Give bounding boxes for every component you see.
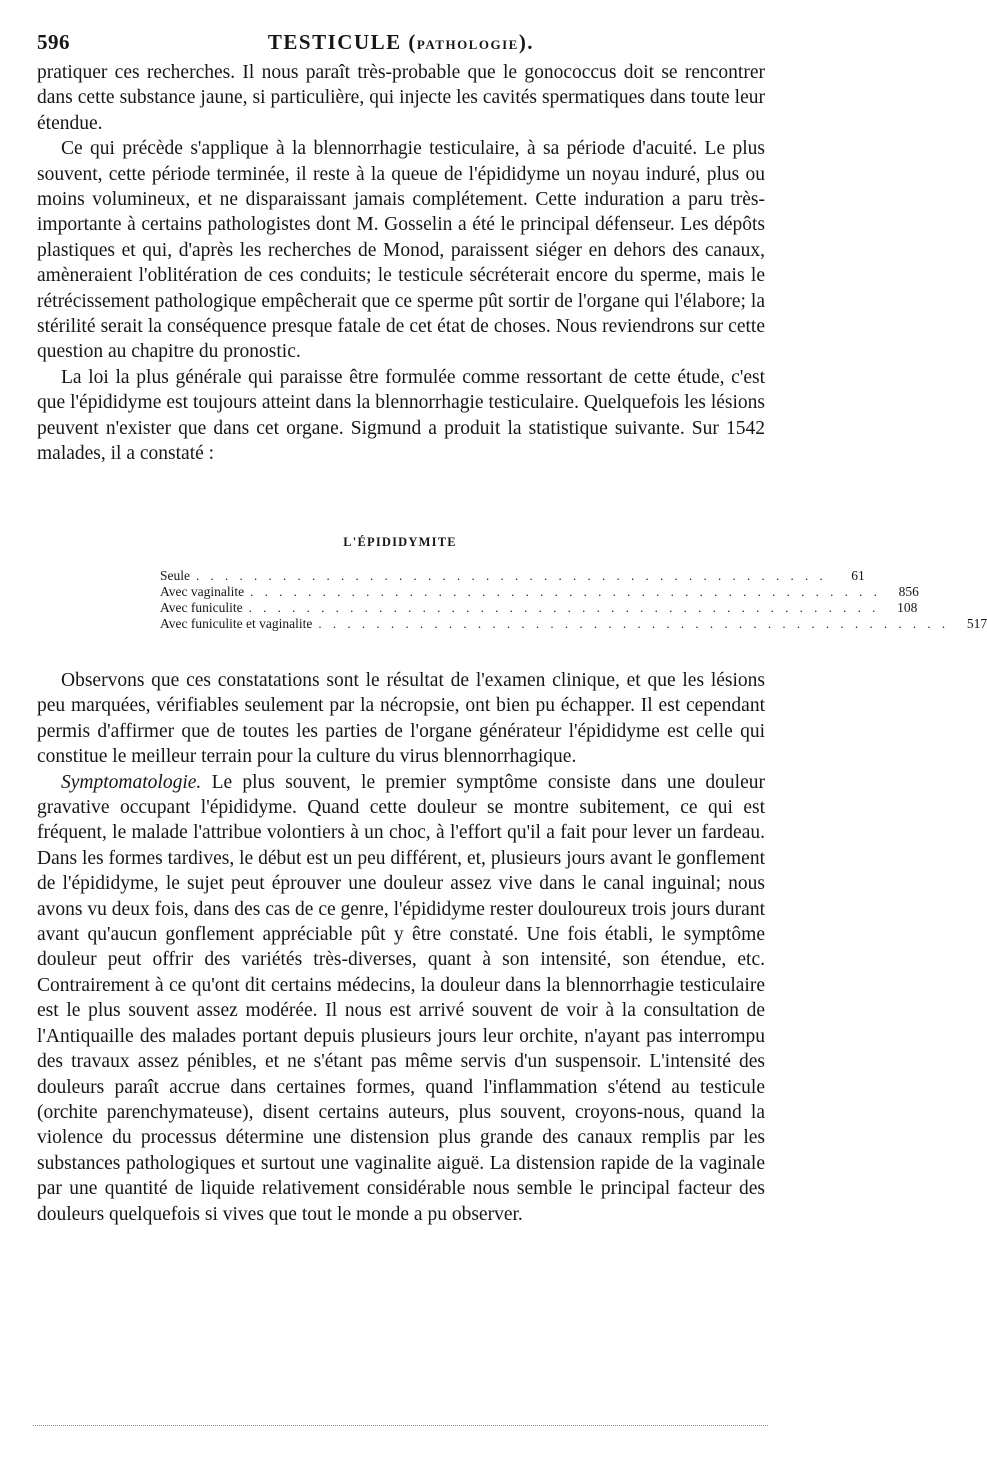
table-title: L'ÉPIDIDYMITE [343, 535, 457, 549]
table-row [160, 568, 865, 584]
running-title-main: TESTICULE ( [267, 30, 417, 54]
leader-dots: . . . . . . . . . . . . . . . . . . . . . . . . . . . . . . . . . . . . . . . . . . . . [196, 568, 827, 583]
row-label: Avec funiculite et vaginalite [160, 616, 313, 631]
row-value: 517 [966, 616, 987, 631]
table-row [160, 616, 987, 632]
paragraph-continuation: pratiquer ces recherches. Il nous paraît très-probable que le gonococcus doit se rencontrer dans cette substance jaune, si particulière, qui injecte les cavités spermatiques dans toute leur étendue. [37, 62, 765, 134]
paragraph-induration: Ce qui précède s'applique à la blennorrhagie testiculaire, à sa période d'acuité. Le plus souvent, cette période terminée, il reste à la queue de l'épididyme un noyau induré, plus ou moins volumineux, et ne disparaissant jamais complétement. Cette induration a paru très-importante à certains pathologistes dont M. Gosselin a été le principal défenseur. Les dépôts plastiques et qui, d'après les recherches de Monod, paraissent siéger en dehors des canaux, amèneraient l'oblitération de ces conduits; le testicule sécréterait encore du sperme, mais le rétrécissement pathologique empêcherait que ce sperme pût sortir de l'organe qui l'élabore; la stérilité serait la conséquence presque fatale de cet état de choses. Nous reviendrons sur cette question au chapitre du pronostic. [37, 138, 765, 363]
body-text-top [37, 60, 765, 467]
running-header [37, 30, 765, 58]
running-title [37, 30, 765, 55]
row-value: 108 [897, 600, 918, 615]
row-value: 61 [851, 568, 865, 583]
table-row [160, 600, 918, 616]
row-value: 856 [898, 584, 919, 599]
paragraph-clinical-exam: Observons que ces constatations sont le résultat de l'examen clinique, et que les lésions peu marquées, vérifiables seulement par la nécropsie, ont bien pu échapper. Il est cependant permis d'affirmer que de toutes les parties de l'organe générateur l'épididyme est celle qui constitue le meilleur terrain pour la culture du virus blennorrhagique. [37, 670, 765, 768]
footer-dotted-rule [33, 1425, 768, 1426]
statistics-table [160, 568, 987, 632]
paragraph-symptomatology [37, 770, 765, 1227]
section-heading-symptomatologie: Symptomatologie. [61, 771, 202, 793]
table-row [160, 584, 919, 600]
paragraph-statistics-intro: La loi la plus générale qui paraisse être formulée comme ressortant de cette étude, c'est que l'épididyme est toujours atteint dans la blennorrhagie testiculaire. Quelquefois les lésions peuvent n'exister que dans cet organe. Sigmund a produit la statistique suivante. Sur 1542 malades, il a constaté : [37, 366, 765, 465]
body-text-bottom [37, 668, 765, 1227]
row-label: Avec funiculite [160, 600, 243, 615]
running-title-end: ). [518, 30, 535, 54]
leader-dots: . . . . . . . . . . . . . . . . . . . . . . . . . . . . . . . . . . . . . . . . . . . . [318, 616, 950, 631]
symptomatology-text: Le plus souvent, le premier symptôme consiste dans une douleur gravative occupant l'épididyme. Quand cette douleur se montre subitement, ce qui est fréquent, le malade l'attribue volontiers à un choc, à l'effort qu'il a fait pour lever un fardeau. Dans les formes tardives, le début est un peu différent, et, plusieurs jours avant le gonflement de l'épididyme, le sujet peut éprouver une douleur assez vive dans le canal inguinal; nous avons vu deux fois, dans des cas de ce genre, l'épididyme rester douloureux trois jours durant avant qu'aucun gonflement appréciable pût y être constaté. Une fois établi, le symptôme douleur peut offrir des variétés très-diverses, quant à son intensité, son étendue, etc. Contrairement à ce qu'ont dit certains médecins, la douleur dans la blennorrhagie testiculaire est le plus souvent assez modérée. Il nous est arrivé souvent de voir à la consultation de l'Antiquaille des malades portant depuis plusieurs jours leur orchite, n'ayant pas interrompu des travaux assez pénibles, et ne s'étant pas même servis d'un suspensoir. L'intensité des douleurs paraît accrue dans certaines formes, quand l'inflammation s'étend au testicule (orchite parenchymateuse), disent certains auteurs, plus souvent, croyons-nous, quand la violence du processus détermine une distension plus grande des canaux remplis par les substances pathologiques et surtout une vaginalite aiguë. La distension rapide de la vaginale par une quantité de liquide relativement considérable nous semble le principal facteur des douleurs quelquefois si vives que tout le monde a pu observer. [37, 771, 765, 1225]
page-number: 596 [37, 30, 70, 54]
row-label: Avec vaginalite [160, 584, 245, 599]
leader-dots: . . . . . . . . . . . . . . . . . . . . . . . . . . . . . . . . . . . . . . . . . . . . [248, 600, 880, 615]
running-title-subject: PATHOLOGIE [416, 37, 519, 52]
leader-dots: . . . . . . . . . . . . . . . . . . . . . . . . . . . . . . . . . . . . . . . . . . . . [250, 584, 881, 599]
row-label: Seule [160, 568, 190, 583]
